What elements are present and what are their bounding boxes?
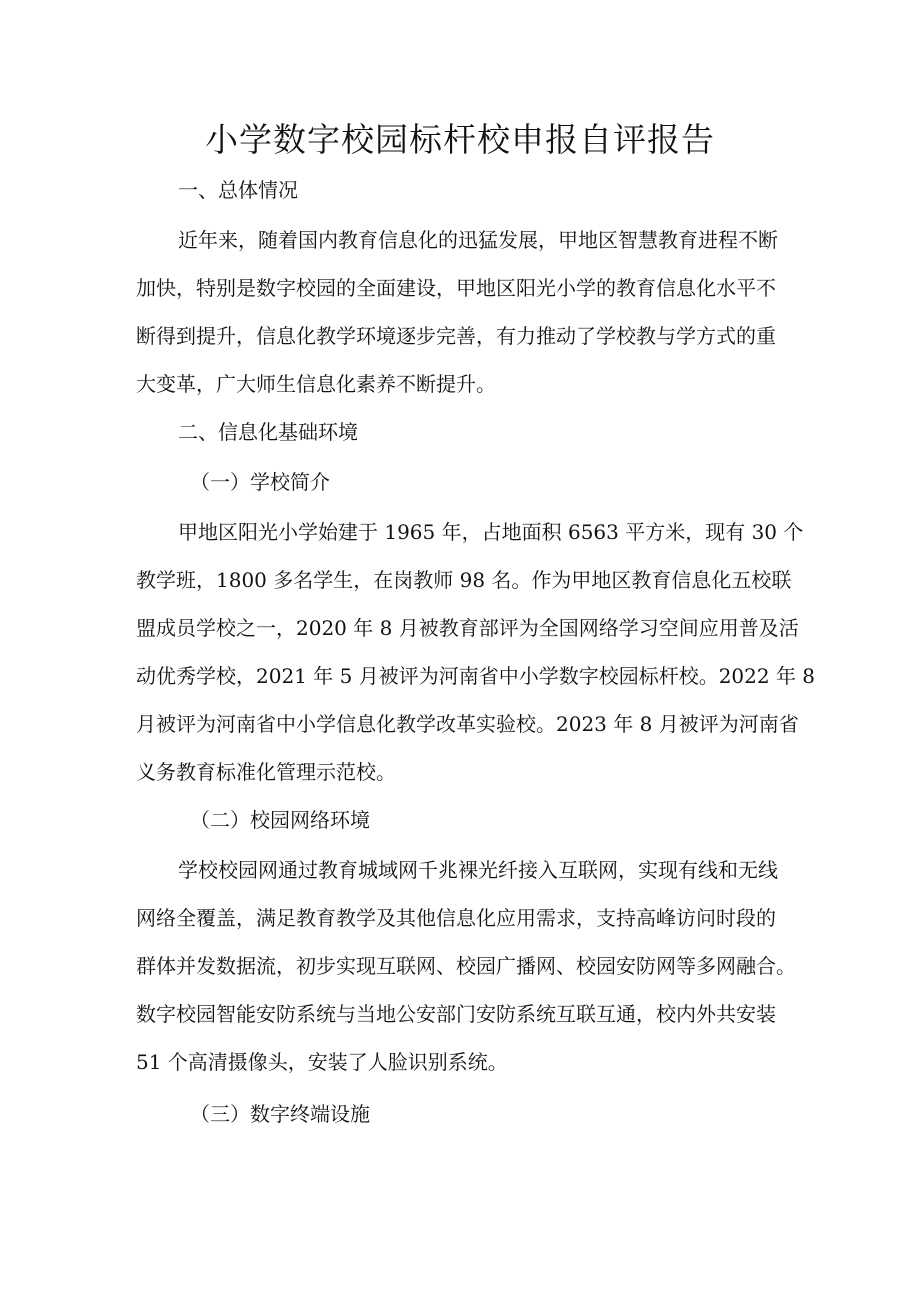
- paragraph-line: 群体并发数据流，初步实现互联网、校园广播网、校园安防网等多网融合。: [136, 954, 796, 978]
- paragraph-line: 加快，特别是数字校园的全面建设，甲地区阳光小学的教育信息化水平不: [136, 276, 776, 300]
- paragraph-line: 51 个高清摄像头，安装了人脸识别系统。: [136, 1050, 508, 1074]
- paragraph-line: 近年来，随着国内教育信息化的迅猛发展，甲地区智慧教育进程不断: [178, 228, 778, 252]
- subsection-heading-school-intro: （一）学校简介: [190, 470, 330, 494]
- paragraph-line: 月被评为河南省中小学信息化教学改革实验校。2023 年 8 月被评为河南省: [136, 712, 799, 736]
- paragraph-line: 学校校园网通过教育城域网千兆裸光纤接入互联网，实现有线和无线: [178, 858, 778, 882]
- paragraph-line: 大变革，广大师生信息化素养不断提升。: [136, 372, 496, 396]
- paragraph-line: 动优秀学校，2021 年 5 月被评为河南省中小学数字校园标杆校。2022 年 8: [136, 664, 816, 688]
- section-heading-infrastructure: 二、信息化基础环境: [178, 420, 358, 444]
- section-heading-overview: 一、总体情况: [178, 178, 298, 202]
- paragraph-line: 断得到提升，信息化教学环境逐步完善，有力推动了学校教与学方式的重: [136, 324, 776, 348]
- paragraph-line: 甲地区阳光小学始建于 1965 年，占地面积 6563 平方米，现有 30 个: [178, 520, 804, 544]
- document-title: 小学数字校园标杆校申报自评报告: [205, 120, 715, 159]
- subsection-heading-digital-terminals: （三）数字终端设施: [190, 1102, 370, 1126]
- paragraph-line: 网络全覆盖，满足教育教学及其他信息化应用需求，支持高峰访问时段的: [136, 906, 776, 930]
- subsection-heading-campus-network: （二）校园网络环境: [190, 808, 370, 832]
- paragraph-line: 教学班，1800 多名学生，在岗教师 98 名。作为甲地区教育信息化五校联: [136, 568, 792, 592]
- paragraph-line: 数字校园智能安防系统与当地公安部门安防系统互联互通，校内外共安装: [136, 1002, 776, 1026]
- paragraph-line: 义务教育标准化管理示范校。: [136, 760, 396, 784]
- paragraph-line: 盟成员学校之一，2020 年 8 月被教育部评为全国网络学习空间应用普及活: [136, 616, 799, 640]
